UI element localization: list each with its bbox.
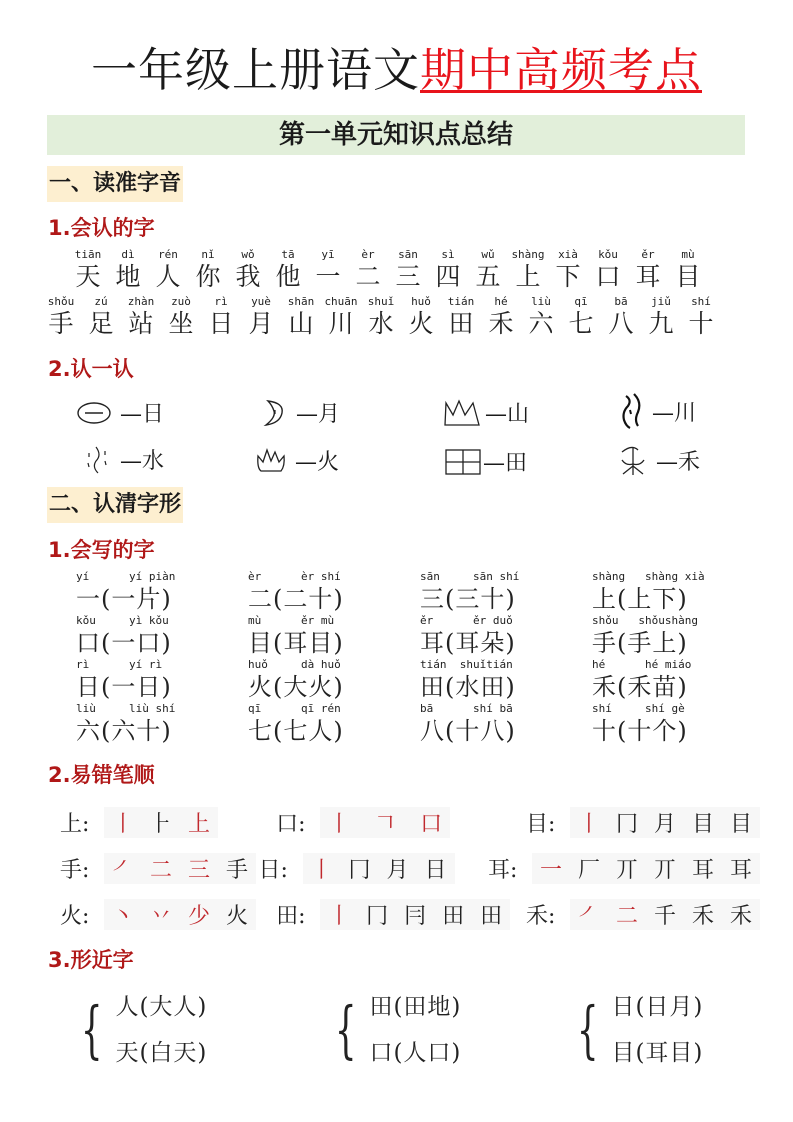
pictograph-field: —田 [445,446,527,477]
writable-char: huǒ dà huǒ 火(大火) [248,658,344,701]
sun-pictograph-icon [76,401,112,425]
writable-char: qī qī rén 七(七人) [248,702,344,745]
pinyin-cell: sān 三 [395,248,421,291]
stroke-order-row [60,802,760,842]
subheading-recognize-chars: 1.会认的字 [48,216,155,240]
pictograph-moon: —月 [262,397,340,428]
writable-char: shí shí gè 十(十个) [592,702,688,745]
river-pictograph-icon [618,392,644,430]
pinyin-cell: liù 六 [528,295,554,338]
subheading-stroke-order: 2.易错笔顺 [48,763,155,787]
pinyin-cell: zuò 坐 [168,295,194,338]
pinyin-cell: jiǔ 九 [648,295,674,338]
pinyin-cell: qī 七 [568,295,594,338]
section-heading-glyph-shapes: 二、认清字形 [47,487,183,523]
pinyin-cell: zhàn 站 [127,295,155,338]
stroke-entry: 田: 丨 冂 冃 田 田 [276,899,526,930]
pinyin-cell: tián 田 [447,295,475,338]
pinyin-cell: bā 八 [608,295,634,338]
moon-pictograph-icon [262,399,288,427]
pinyin-cell: kǒu 口 [595,248,621,291]
pictograph-mountain: —山 [443,397,529,428]
stroke-entry: 火: 丶 丷 少 火 [60,899,276,930]
water-pictograph-icon [84,445,112,475]
pinyin-cell: xià 下 [555,248,581,291]
pinyin-cell: rén 人 [155,248,181,291]
title-red: 期中高频考点 [420,43,702,97]
pinyin-row-1 [68,248,708,292]
pictograph-water: —水 [84,444,164,475]
pinyin-row-2 [41,295,721,339]
pinyin-cell: nǐ 你 [195,248,221,291]
subheading-writable-chars: 1.会写的字 [48,538,155,562]
writable-char: èr èr shí 二(二十) [248,570,344,613]
pictograph-river: —川 [618,392,696,430]
pinyin-cell: sì 四 [435,248,461,291]
pinyin-cell: shān 山 [287,295,315,338]
writable-char: mù ěr mù 目(耳目) [248,614,344,657]
writable-char: kǒu yì kǒu 口(一口) [76,614,172,657]
brace-icon: { [334,993,357,1066]
mountain-pictograph-icon [443,399,483,427]
stroke-entry: 手: ㇒ 二 三 手 [60,853,259,884]
stroke-entry: 上: 丨 ⺊ 上 [60,807,276,838]
writable-char: ěr ěr duǒ 耳(耳朵) [420,614,516,657]
similar-char-group: { 日(日月) 目(耳目) [576,993,704,1066]
pinyin-cell: wǒ 我 [235,248,261,291]
stroke-order-row [60,848,760,888]
field-pictograph-icon [445,449,481,475]
pinyin-cell: shuǐ 水 [367,295,395,338]
stroke-order-row [60,894,760,934]
grain-pictograph-icon [618,444,648,476]
pinyin-cell: dì 地 [115,248,141,291]
similar-char-group: { 田(田地) 口(人口) [334,993,462,1066]
pinyin-cell: shǒu 手 [47,295,75,338]
writable-char: liù liù shí 六(六十) [76,702,176,745]
pictograph-fire: —火 [255,445,339,476]
writable-char: sān sān shí 三(三十) [420,570,520,613]
subheading-similar-chars: 3.形近字 [48,948,134,972]
pinyin-cell: hé 禾 [488,295,514,338]
writable-char: yí yí piàn 一(一片) [76,570,176,613]
writable-char: shàng shàng xià 上(上下) [592,570,705,613]
pinyin-cell: huǒ 火 [408,295,434,338]
stroke-entry: 目: 丨 冂 月 目 目 [526,807,760,838]
pictograph-grain: —禾 [618,444,700,476]
pinyin-cell: ěr 耳 [635,248,661,291]
pinyin-cell: èr 二 [355,248,381,291]
pinyin-cell: zú 足 [88,295,114,338]
similar-char-group: { 人(大人) 天(白天) [80,993,208,1066]
stroke-order-grid [60,802,760,934]
section-heading-pronunciation: 一、读准字音 [47,166,183,202]
brace-icon: { [80,993,103,1066]
title-black: 一年级上册语文 [91,43,420,97]
stroke-entry: 禾: ㇒ 二 千 禾 禾 [526,899,760,930]
stroke-entry: 日: 丨 冂 月 日 [259,853,488,884]
writable-char: hé hé miáo 禾(禾苗) [592,658,692,701]
brace-icon: { [576,993,599,1066]
pinyin-cell: yuè 月 [248,295,274,338]
writable-char: rì yí rì 日(一日) [76,658,172,701]
pinyin-cell: tiān 天 [74,248,102,291]
pictograph-sun: —日 [76,397,164,428]
stroke-entry: 耳: 一 厂 丌 丌 耳 耳 [488,853,760,884]
writable-char: shǒu shǒushàng 手(手上) [592,614,698,657]
subheading-recognize: 2.认一认 [48,357,134,381]
pinyin-cell: chuān 川 [324,295,358,338]
writable-char: bā shí bā 八(十八) [420,702,516,745]
writable-chars-grid [76,570,764,746]
pinyin-cell: shàng 上 [511,248,545,291]
pinyin-cell: rì 日 [208,295,234,338]
stroke-entry: 口: 丨 𠃍 口 [276,807,526,838]
pinyin-cell: mù 目 [675,248,701,291]
pinyin-cell: wǔ 五 [475,248,501,291]
pinyin-cell: tā 他 [275,248,301,291]
pinyin-cell: yī 一 [315,248,341,291]
page-title [0,40,793,100]
writable-char: tián shuǐtián 田(水田) [420,658,516,701]
fire-pictograph-icon [255,448,287,474]
unit-banner: 第一单元知识点总结 [47,115,745,155]
pinyin-cell: shí 十 [688,295,714,338]
